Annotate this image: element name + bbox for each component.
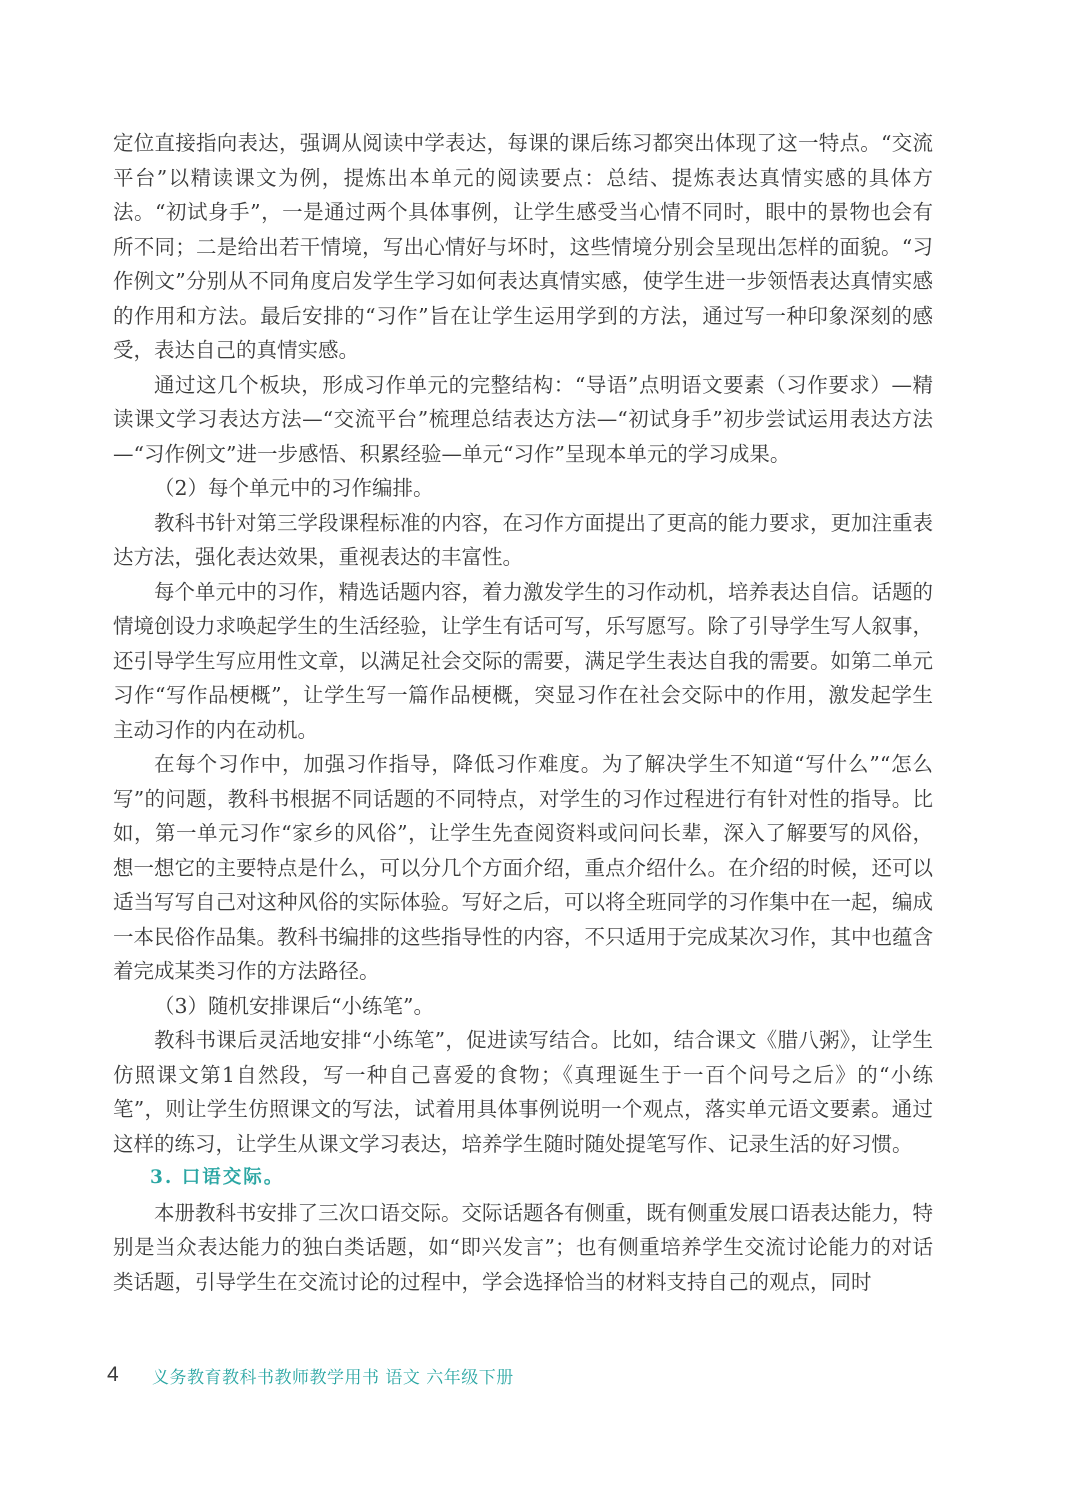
paragraph-writing-guidance: 在每个习作中，加强习作指导，降低习作难度。为了解决学生不知道“写什么”“怎么写”的问题，教科书根据不同话题的不同特点，对学生的习作过程进行有针对性的指导。比如，第一单元习作“家乡的风俗”，让学生先查阅资料或问问长辈，深入了解要写的风俗，想一想它的主要特点是什么，可以分几个方面介绍，重点介绍什么。在介绍的时候，还可以适当写写自己对这种风俗的实际体验。写好之后，可以将全班同学的习作集中在一起，编成一本民俗作品集。教科书编排的这些指导性的内容，不只适用于完成某次习作，其中也蕴含着完成某类习作的方法路径。 [113,752,933,983]
paragraph-writing-topics: 每个单元中的习作，精选话题内容，着力激发学生的习作动机，培养表达自信。话题的情境创设力求唤起学生的生活经验，让学生有话可写，乐写愿写。除了引导学生写人叙事，还引导学生写应用性文章，以满足社会交际的需要，满足学生表达自我的需要。如第二单元习作“写作品梗概”，让学生写一篇作品梗概，突显习作在社会交际中的作用，激发起学生主动习作的内在动机。 [113,579,933,742]
section-heading-oral-communication: 3. 口语交际。 [150,1167,285,1188]
paragraph-writing-requirements: 教科书针对第三学段课程标准的内容，在习作方面提出了更高的能力要求，更加注重表达方法，强化表达效果，重视表达的丰富性。 [113,510,933,569]
subheading-unit-writing: （2）每个单元中的习作编排。 [154,476,434,500]
paragraph-continuation: 定位直接指向表达，强调从阅读中学表达，每课的课后练习都突出体现了这一特点。“交流平台”以精读课文为例，提炼出本单元的阅读要点：总结、提炼表达真情实感的具体方法。“初试身手”，一是通过两个具体事例，让学生感受当心情不同时，眼中的景物也会有所不同；二是给出若干情境，写出心情好与坏时，这些情境分别会呈现出怎样的面貌。“习作例文”分别从不同角度启发学生学习如何表达真情实感，使学生进一步领悟表达真情实感的作用和方法。最后安排的“习作”旨在让学生运用学到的方法，通过写一种印象深刻的感受，表达自己的真情实感。 [113,131,933,362]
book-title: 义务教育教科书教师教学用书 语文 六年级下册 [152,1367,514,1388]
paragraph-small-practice: 教科书课后灵活地安排“小练笔”，促进读写结合。比如，结合课文《腊八粥》，让学生仿照课文第1自然段，写一种自己喜爱的食物；《真理诞生于一百个问号之后》的“小练笔”，则让学生仿照课文的写法，试着用具体事例说明一个观点，落实单元语文要素。通过这样的练习，让学生从课文学习表达，培养学生随时随处提笔写作、记录生活的好习惯。 [113,1028,933,1156]
subheading-small-practice: （3）随机安排课后“小练笔”。 [154,993,435,1018]
page-number: 4 [107,1363,119,1386]
paragraph-structure-summary: 通过这几个板块，形成习作单元的完整结构：“导语”点明语文要素（习作要求）—精读课文学习表达方法—“交流平台”梳理总结表达方法—“初试身手”初步尝试运用表达方法—“习作例文”进一步感悟、积累经验—单元“习作”呈现本单元的学习成果。 [113,372,933,466]
paragraph-oral-communication: 本册教科书安排了三次口语交际。交际话题各有侧重，既有侧重发展口语表达能力，特别是当众表达能力的独白类话题，如“即兴发言”；也有侧重培养学生交流讨论能力的对话类话题，引导学生在交流讨论的过程中，学会选择恰当的材料支持自己的观点，同时 [113,1200,933,1294]
page-body [113,126,933,1299]
page-footer [107,1360,514,1390]
